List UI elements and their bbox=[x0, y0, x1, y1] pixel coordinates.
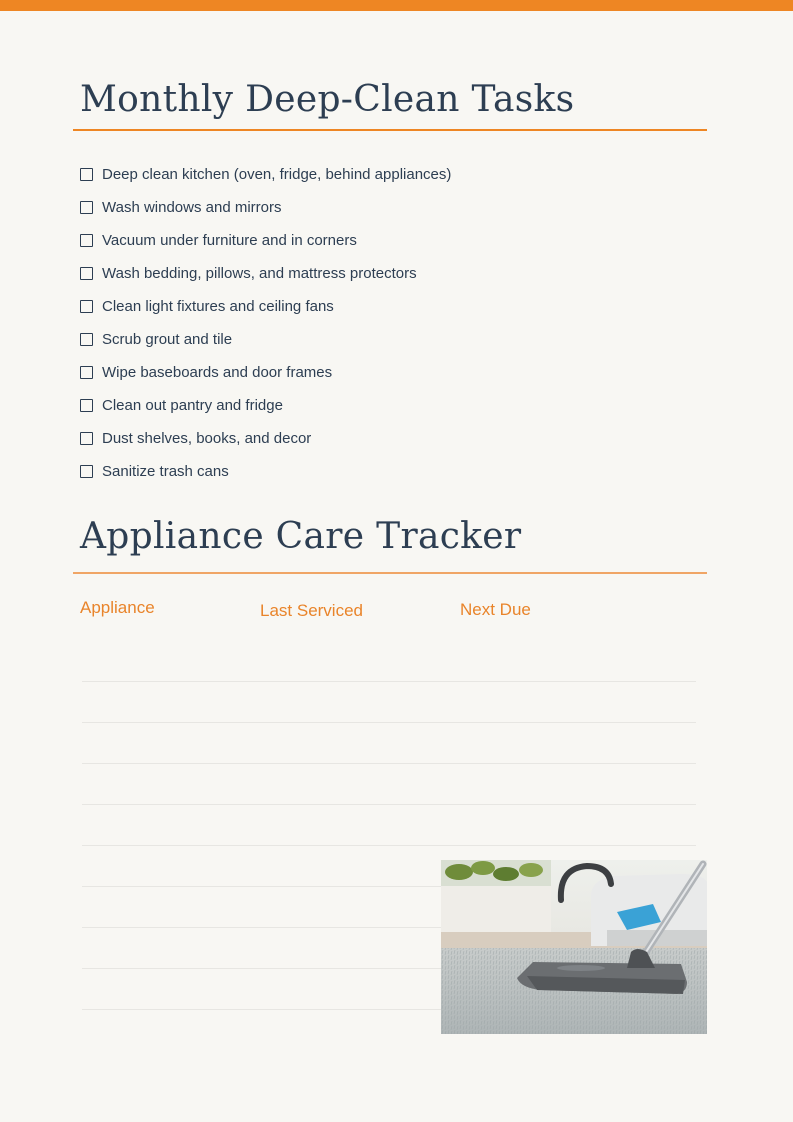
task-label: Dust shelves, books, and decor bbox=[102, 430, 312, 447]
task-item bbox=[80, 257, 451, 290]
task-checkbox[interactable] bbox=[80, 399, 93, 412]
task-item bbox=[80, 389, 451, 422]
task-item bbox=[80, 323, 451, 356]
heading-divider bbox=[73, 129, 707, 131]
tracker-row-line[interactable] bbox=[82, 681, 696, 682]
task-label: Sanitize trash cans bbox=[102, 463, 229, 480]
task-label: Scrub grout and tile bbox=[102, 331, 233, 348]
column-header-next-due: Next Due bbox=[460, 600, 531, 619]
task-checkbox[interactable] bbox=[80, 234, 93, 247]
tracker-row-line[interactable] bbox=[82, 845, 696, 846]
monthly-tasks-heading: Monthly Deep-Clean Tasks bbox=[80, 79, 575, 120]
tracker-row-line[interactable] bbox=[82, 804, 696, 805]
task-item bbox=[80, 191, 451, 224]
column-header-appliance: Appliance bbox=[80, 598, 155, 617]
task-list bbox=[80, 158, 451, 488]
task-checkbox[interactable] bbox=[80, 366, 93, 379]
top-accent-bar bbox=[0, 0, 793, 11]
task-item bbox=[80, 158, 451, 191]
task-checkbox[interactable] bbox=[80, 168, 93, 181]
vacuum-cleaner-photo bbox=[441, 860, 707, 1034]
task-label: Deep clean kitchen (oven, fridge, behind appliances) bbox=[102, 166, 452, 183]
task-item bbox=[80, 455, 451, 488]
task-checkbox[interactable] bbox=[80, 465, 93, 478]
appliance-tracker-heading: Appliance Care Tracker bbox=[80, 516, 522, 557]
tracker-row-line[interactable] bbox=[82, 763, 696, 764]
task-checkbox[interactable] bbox=[80, 201, 93, 214]
tracker-row-line[interactable] bbox=[82, 722, 696, 723]
task-label: Clean out pantry and fridge bbox=[102, 397, 283, 414]
task-checkbox[interactable] bbox=[80, 432, 93, 445]
task-label: Vacuum under furniture and in corners bbox=[102, 232, 357, 249]
task-label: Wipe baseboards and door frames bbox=[102, 364, 333, 381]
task-checkbox[interactable] bbox=[80, 333, 93, 346]
task-label: Wash bedding, pillows, and mattress protectors bbox=[102, 265, 417, 282]
task-item bbox=[80, 422, 451, 455]
task-checkbox[interactable] bbox=[80, 300, 93, 313]
task-label: Wash windows and mirrors bbox=[102, 199, 282, 216]
heading-divider bbox=[73, 572, 707, 574]
task-item bbox=[80, 290, 451, 323]
column-header-last-serviced: Last Serviced bbox=[260, 601, 363, 620]
task-label: Clean light fixtures and ceiling fans bbox=[102, 298, 334, 315]
task-item bbox=[80, 356, 451, 389]
task-checkbox[interactable] bbox=[80, 267, 93, 280]
task-item bbox=[80, 224, 451, 257]
